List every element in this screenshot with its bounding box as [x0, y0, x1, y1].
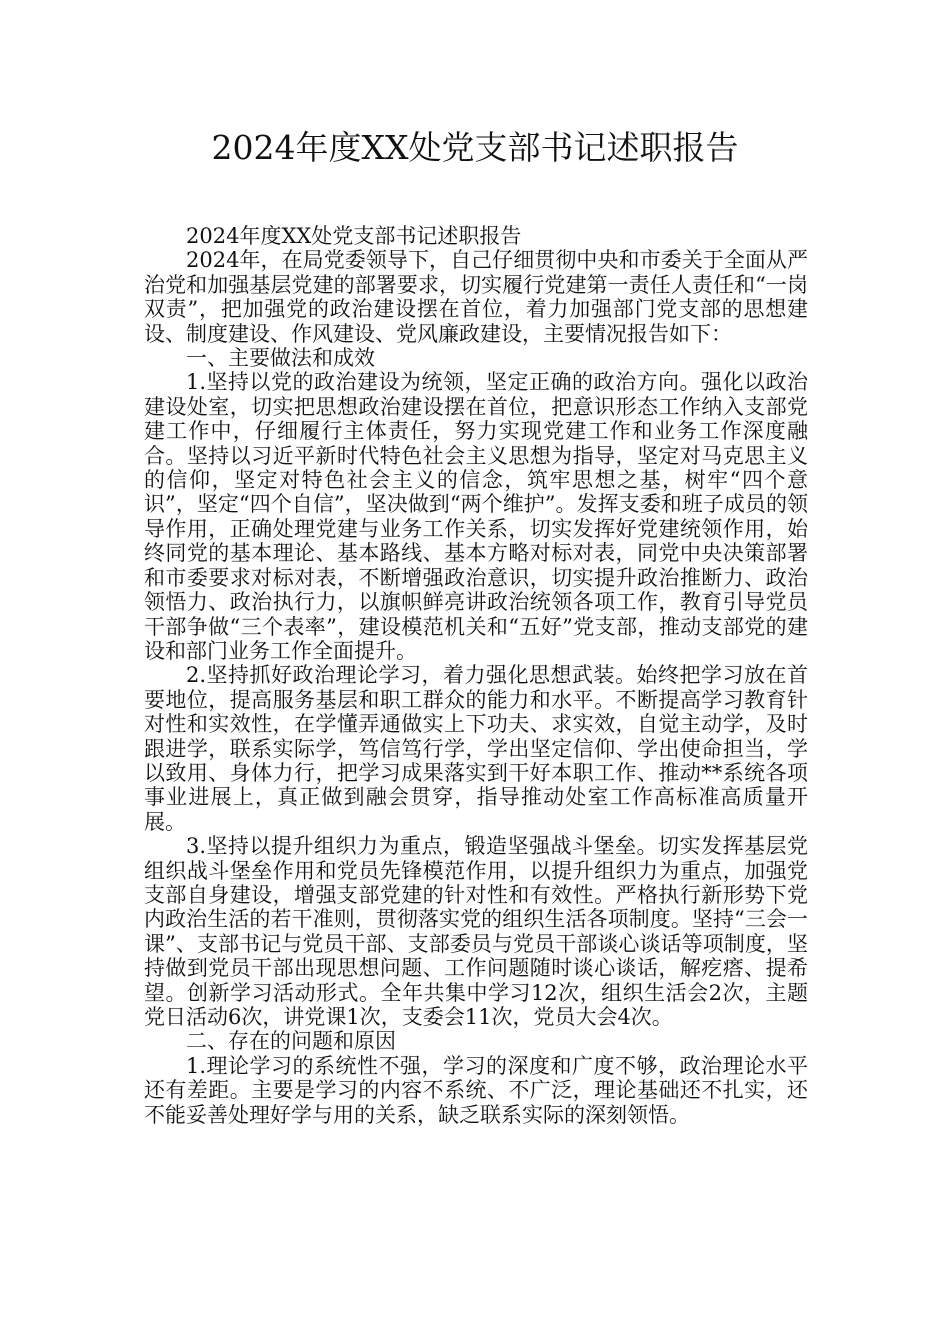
- paragraph-subtitle: 2024年度XX处党支部书记述职报告: [186, 224, 522, 248]
- paragraph-item-1: 1.坚持以党的政治建设为统领，坚定正确的政治方向。强化以政治建设处室，切实把思想政治建设摆在首位，把意识形态工作纳入支部党建工作中，仔细履行主体责任，努力实现党建工作和业务工作深度融合。坚持以习近平新时代特色社会主义思想为指导，坚定对马克思主义的信仰，坚定对特色社会主义的信念，筑牢思想之基，树牢“四个意识”，坚定“四个自信”，坚决做到“两个维护”。发挥支委和班子成员的领导作用，正确处理党建与业务工作关系，切实发挥好党建统领作用，始终同党的基本理论、基本路线、基本方略对标对表，同党中央决策部署和市委要求对标对表，不断增强政治意识，切实提升政治推断力、政治领悟力、政治执行力，以旗帜鲜亮讲政治统领各项工作，教育引导党员干部争做“三个表率”，建设模范机关和“五好”党支部，推动支部党的建设和部门业务工作全面提升。: [144, 370, 808, 663]
- paragraph-item-2: 2.坚持抓好政治理论学习，着力强化思想武装。始终把学习放在首要地位，提高服务基层和职工群众的能力和水平。不断提高学习教育针对性和实效性，在学懂弄通做实上下功夫、求实效，自觉主动学，及时跟进学，联系实际学，笃信笃行学，学出坚定信仰、学出使命担当，学以致用、身体力行，把学习成果落实到干好本职工作、推动**系统各项事业进展上，真正做到融会贯穿，指导推动处室工作高标准高质量开展。: [144, 663, 808, 834]
- paragraph-intro: 2024年，在局党委领导下，自己仔细贯彻中央和市委关于全面从严治党和加强基层党建的部署要求，切实履行党建第一责任人责任和“一岗双责”，把加强党的政治建设摆在首位，着力加强部门党支部的思想建设、制度建设、作风建设、党风廉政建设，主要情况报告如下：: [144, 248, 808, 346]
- document-body: [144, 224, 808, 1127]
- paragraph-item-3: 3.坚持以提升组织力为重点，锻造坚强战斗堡垒。切实发挥基层党组织战斗堡垒作用和党员先锋模范作用，以提升组织力为重点，加强党支部自身建设，增强支部党建的针对性和有效性。严格执行新形势下党内政治生活的若干准则，贯彻落实党的组织生活各项制度。坚持“三会一课”、支部书记与党员干部、支部委员与党员干部谈心谈话等项制度，坚持做到党员干部出现思想问题、工作问题随时谈心谈话，解疙瘩、提希望。创新学习活动形式。全年共集中学习12次，组织生活会2次，主题党日活动6次，讲党课1次，支委会11次，党员大会4次。: [144, 834, 808, 1029]
- section-heading-main-practices: 一、主要做法和成效: [186, 346, 375, 371]
- paragraph-problem-1: 1.理论学习的系统性不强，学习的深度和广度不够，政治理论水平还有差距。主要是学习的内容不系统、不广泛，理论基础还不扎实，还不能妥善处理好学与用的关系，缺乏联系实际的深刻领悟。: [144, 1053, 808, 1127]
- section-heading-problems: 二、存在的问题和原因: [186, 1029, 396, 1054]
- document-title: 2024年度XX处党支部书记述职报告: [211, 128, 739, 167]
